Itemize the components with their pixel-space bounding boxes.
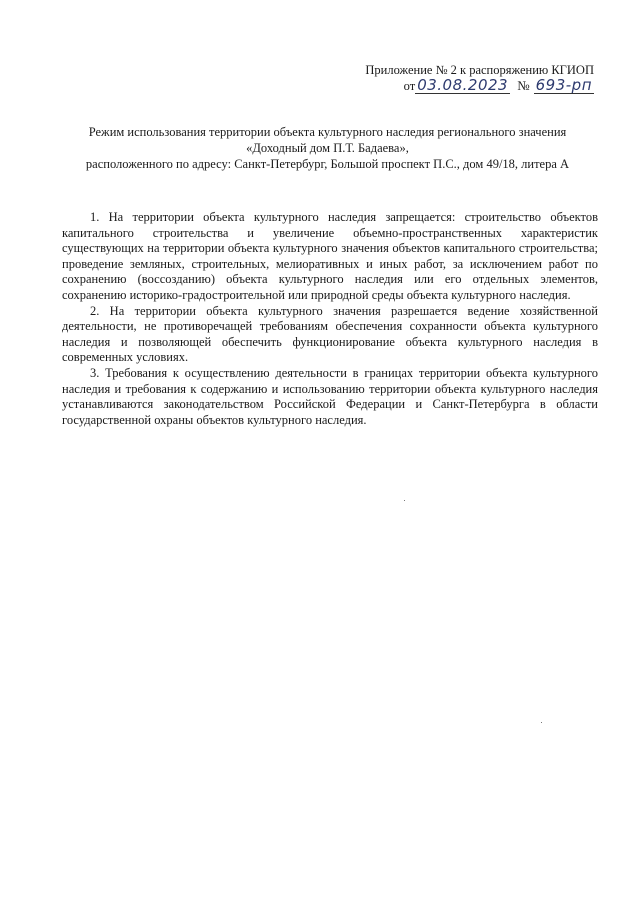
- appendix-header: [365, 62, 594, 94]
- number-label: №: [517, 78, 530, 93]
- paragraph-3: 3. Требования к осуществлению деятельности в границах территории объекта культурного наследия и требования к содержанию и использованию территории объекта культурного наследия устанавливаются законодательством Российской Федерации и Санкт-Петербурга в области государственной охраны объектов культурного наследия.: [62, 365, 598, 427]
- title-line-1: Режим использования территории объекта культурного наследия регионального значения: [88, 125, 567, 139]
- appendix-line: Приложение № 2 к распоряжению КГИОП: [365, 63, 594, 77]
- appendix-date-number: [365, 78, 594, 94]
- scan-speck: [404, 500, 405, 501]
- title-line-3: расположенного по адресу: Санкт-Петербург, Большой проспект П.С., дом 49/18, литера А: [85, 157, 570, 171]
- document-body: [62, 210, 598, 428]
- document-title: [40, 124, 615, 172]
- scan-speck: [541, 722, 542, 723]
- handwritten-number: 693-рп: [535, 76, 592, 94]
- paragraph-2: 2. На территории объекта культурного значения разрешается ведение хозяйственной деятельности, не противоречащей требованиям обеспечения сохранности объекта культурного наследия и позволяющей обеспечить функционирование объекта культурного наследия в современных условиях.: [62, 303, 598, 365]
- paragraph-1: 1. На территории объекта культурного наследия запрещается: строительство объектов капитального строительства и увеличение объемно-пространственных характеристик существующих на территории объекта культурного значения объектов капитального строительства; проведение земляных, строительных, мелиоративных и иных работ, за исключением работ по сохранению (воссозданию) объекта культурного наследия или его отдельных элементов, сохранению историко-градостроительной или природной среды объекта культурного наследия.: [62, 210, 598, 302]
- title-line-2: «Доходный дом П.Т. Бадаева»,: [246, 141, 409, 155]
- from-label: от: [403, 79, 416, 93]
- handwritten-date: 03.08.2023: [417, 76, 509, 94]
